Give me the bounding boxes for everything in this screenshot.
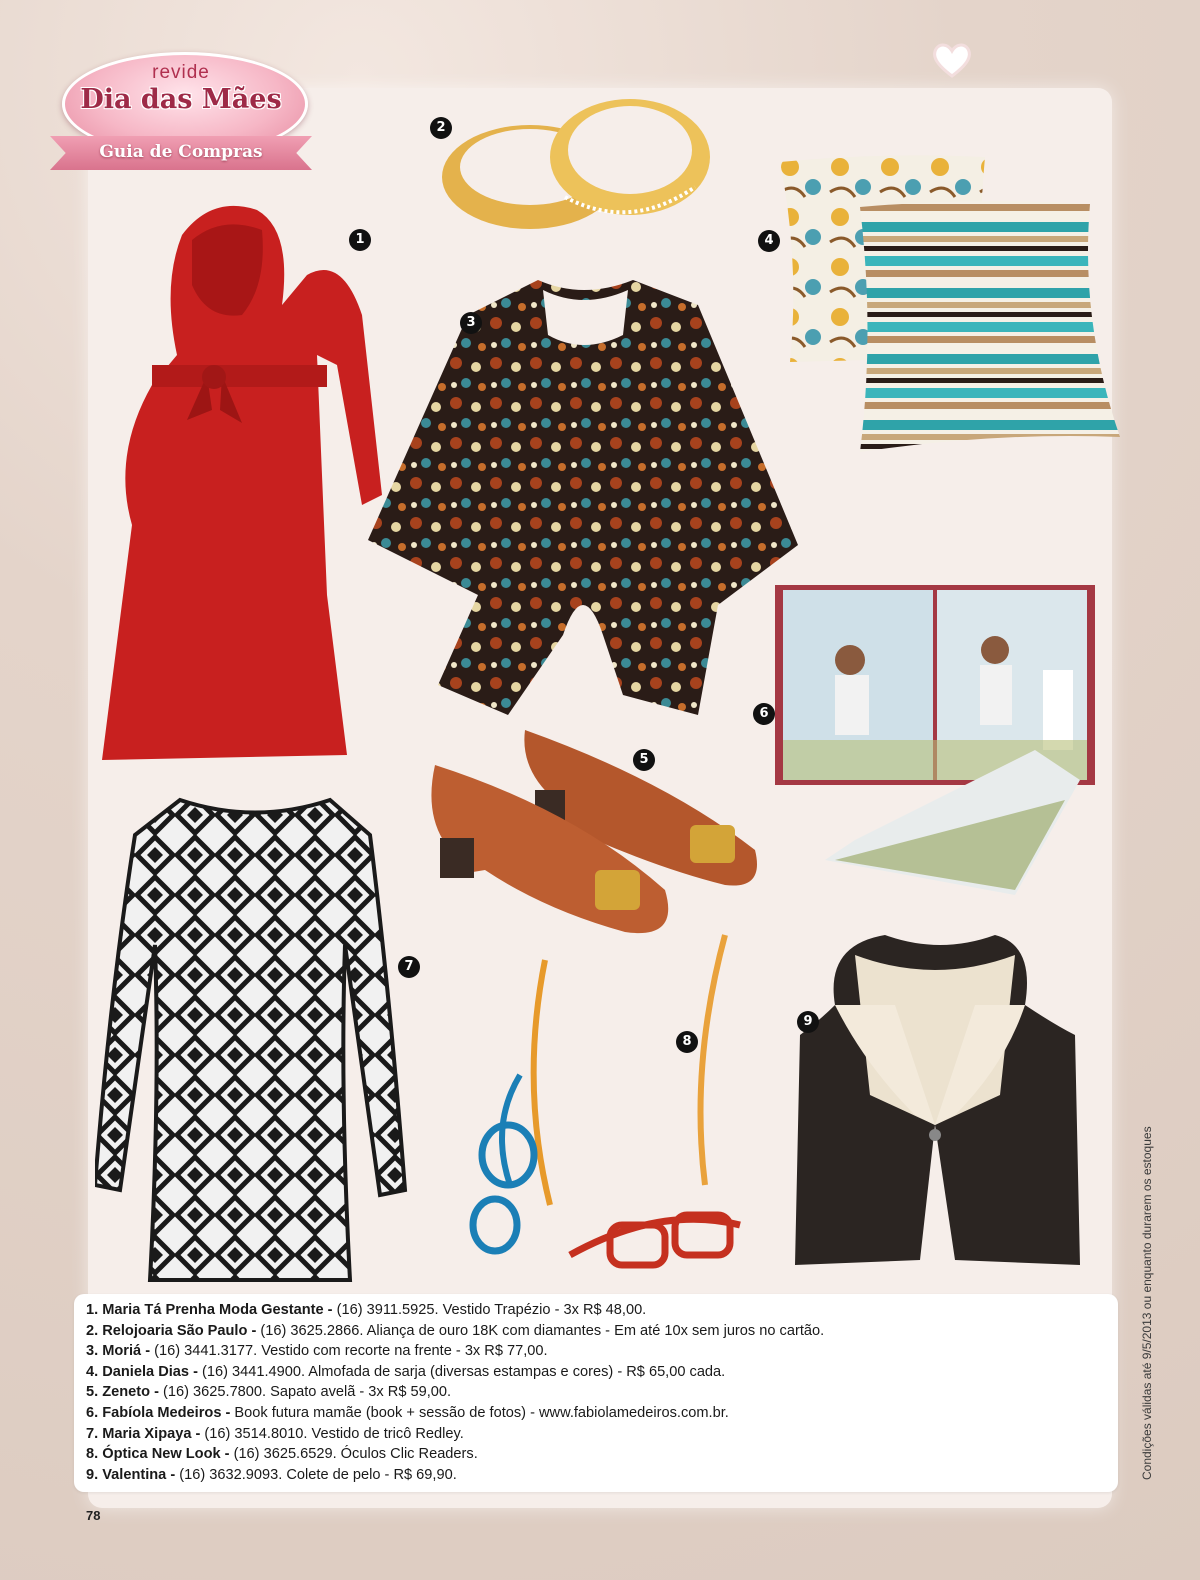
marker-8: 8 [676, 1031, 698, 1053]
marker-2: 2 [430, 117, 452, 139]
product-list [74, 1294, 1118, 1492]
list-item [86, 1362, 1118, 1383]
product-details: (16) 3625.2866. Aliança de ouro 18K com diamantes - Em até 10x sem juros no cartão. [256, 1322, 825, 1339]
gold-rings-image [440, 92, 710, 242]
heart-icon [930, 40, 974, 80]
shoes-image [425, 720, 765, 945]
product-details: (16) 3441.3177. Vestido com recorte na frente - 3x R$ 77,00. [150, 1343, 548, 1360]
store-name: 7. Maria Xipaya - [86, 1425, 201, 1442]
validity-note: Condições válidas até 9/5/2013 ou enquanto durarem os estoques [1140, 1126, 1154, 1480]
list-item [86, 1321, 1118, 1342]
marker-1: 1 [349, 229, 371, 251]
product-details: (16) 3441.4900. Almofada de sarja (diversas estampas e cores) - R$ 65,00 cada. [197, 1363, 726, 1380]
store-name: 3. Moriá - [86, 1343, 151, 1360]
page-subtitle: Guia de Compras [99, 142, 263, 162]
marker-3: 3 [460, 312, 482, 334]
list-item [86, 1341, 1118, 1362]
page-number: 78 [86, 1508, 101, 1523]
vest-image [795, 925, 1085, 1270]
store-name: 9. Valentina - [86, 1466, 176, 1483]
store-name: 5. Zeneto - [86, 1384, 159, 1401]
section-badge [46, 44, 316, 189]
list-item [86, 1300, 1118, 1321]
photo-book-image [775, 580, 1100, 900]
product-details: (16) 3514.8010. Vestido de tricô Redley. [200, 1425, 464, 1442]
list-item [86, 1424, 1118, 1445]
page-title: Dia das Mães [80, 84, 282, 115]
pillows-image [775, 152, 1125, 457]
knit-dress-image [95, 795, 415, 1285]
glasses-image [460, 925, 770, 1280]
product-details: (16) 3632.9093. Colete de pelo - R$ 69,90. [175, 1466, 457, 1483]
list-item [86, 1382, 1118, 1403]
list-item [86, 1465, 1118, 1486]
store-name: 8. Óptica New Look - [86, 1446, 230, 1463]
brand-logo: revide [152, 62, 210, 83]
marker-5: 5 [633, 749, 655, 771]
marker-7: 7 [398, 956, 420, 978]
store-name: 6. Fabíola Medeiros - [86, 1404, 231, 1421]
product-details: (16) 3625.6529. Óculos Clic Readers. [229, 1446, 478, 1463]
store-name: 1. Maria Tá Prenha Moda Gestante - [86, 1302, 333, 1318]
red-maternity-dress-image [92, 195, 392, 765]
marker-4: 4 [758, 230, 780, 252]
marker-9: 9 [797, 1011, 819, 1033]
list-item [86, 1444, 1118, 1465]
marker-6: 6 [753, 703, 775, 725]
product-details: (16) 3625.7800. Sapato avelã - 3x R$ 59,00. [158, 1384, 452, 1401]
floral-poncho-dress-image [368, 275, 803, 715]
product-details: (16) 3911.5925. Vestido Trapézio - 3x R$ 48,00. [332, 1302, 647, 1318]
list-item [86, 1403, 1118, 1424]
store-name: 4. Daniela Dias - [86, 1363, 198, 1380]
product-details: Book futura mamãe (book + sessão de fotos) - www.fabiolamedeiros.com.br. [230, 1404, 729, 1421]
store-name: 2. Relojoaria São Paulo - [86, 1322, 257, 1339]
